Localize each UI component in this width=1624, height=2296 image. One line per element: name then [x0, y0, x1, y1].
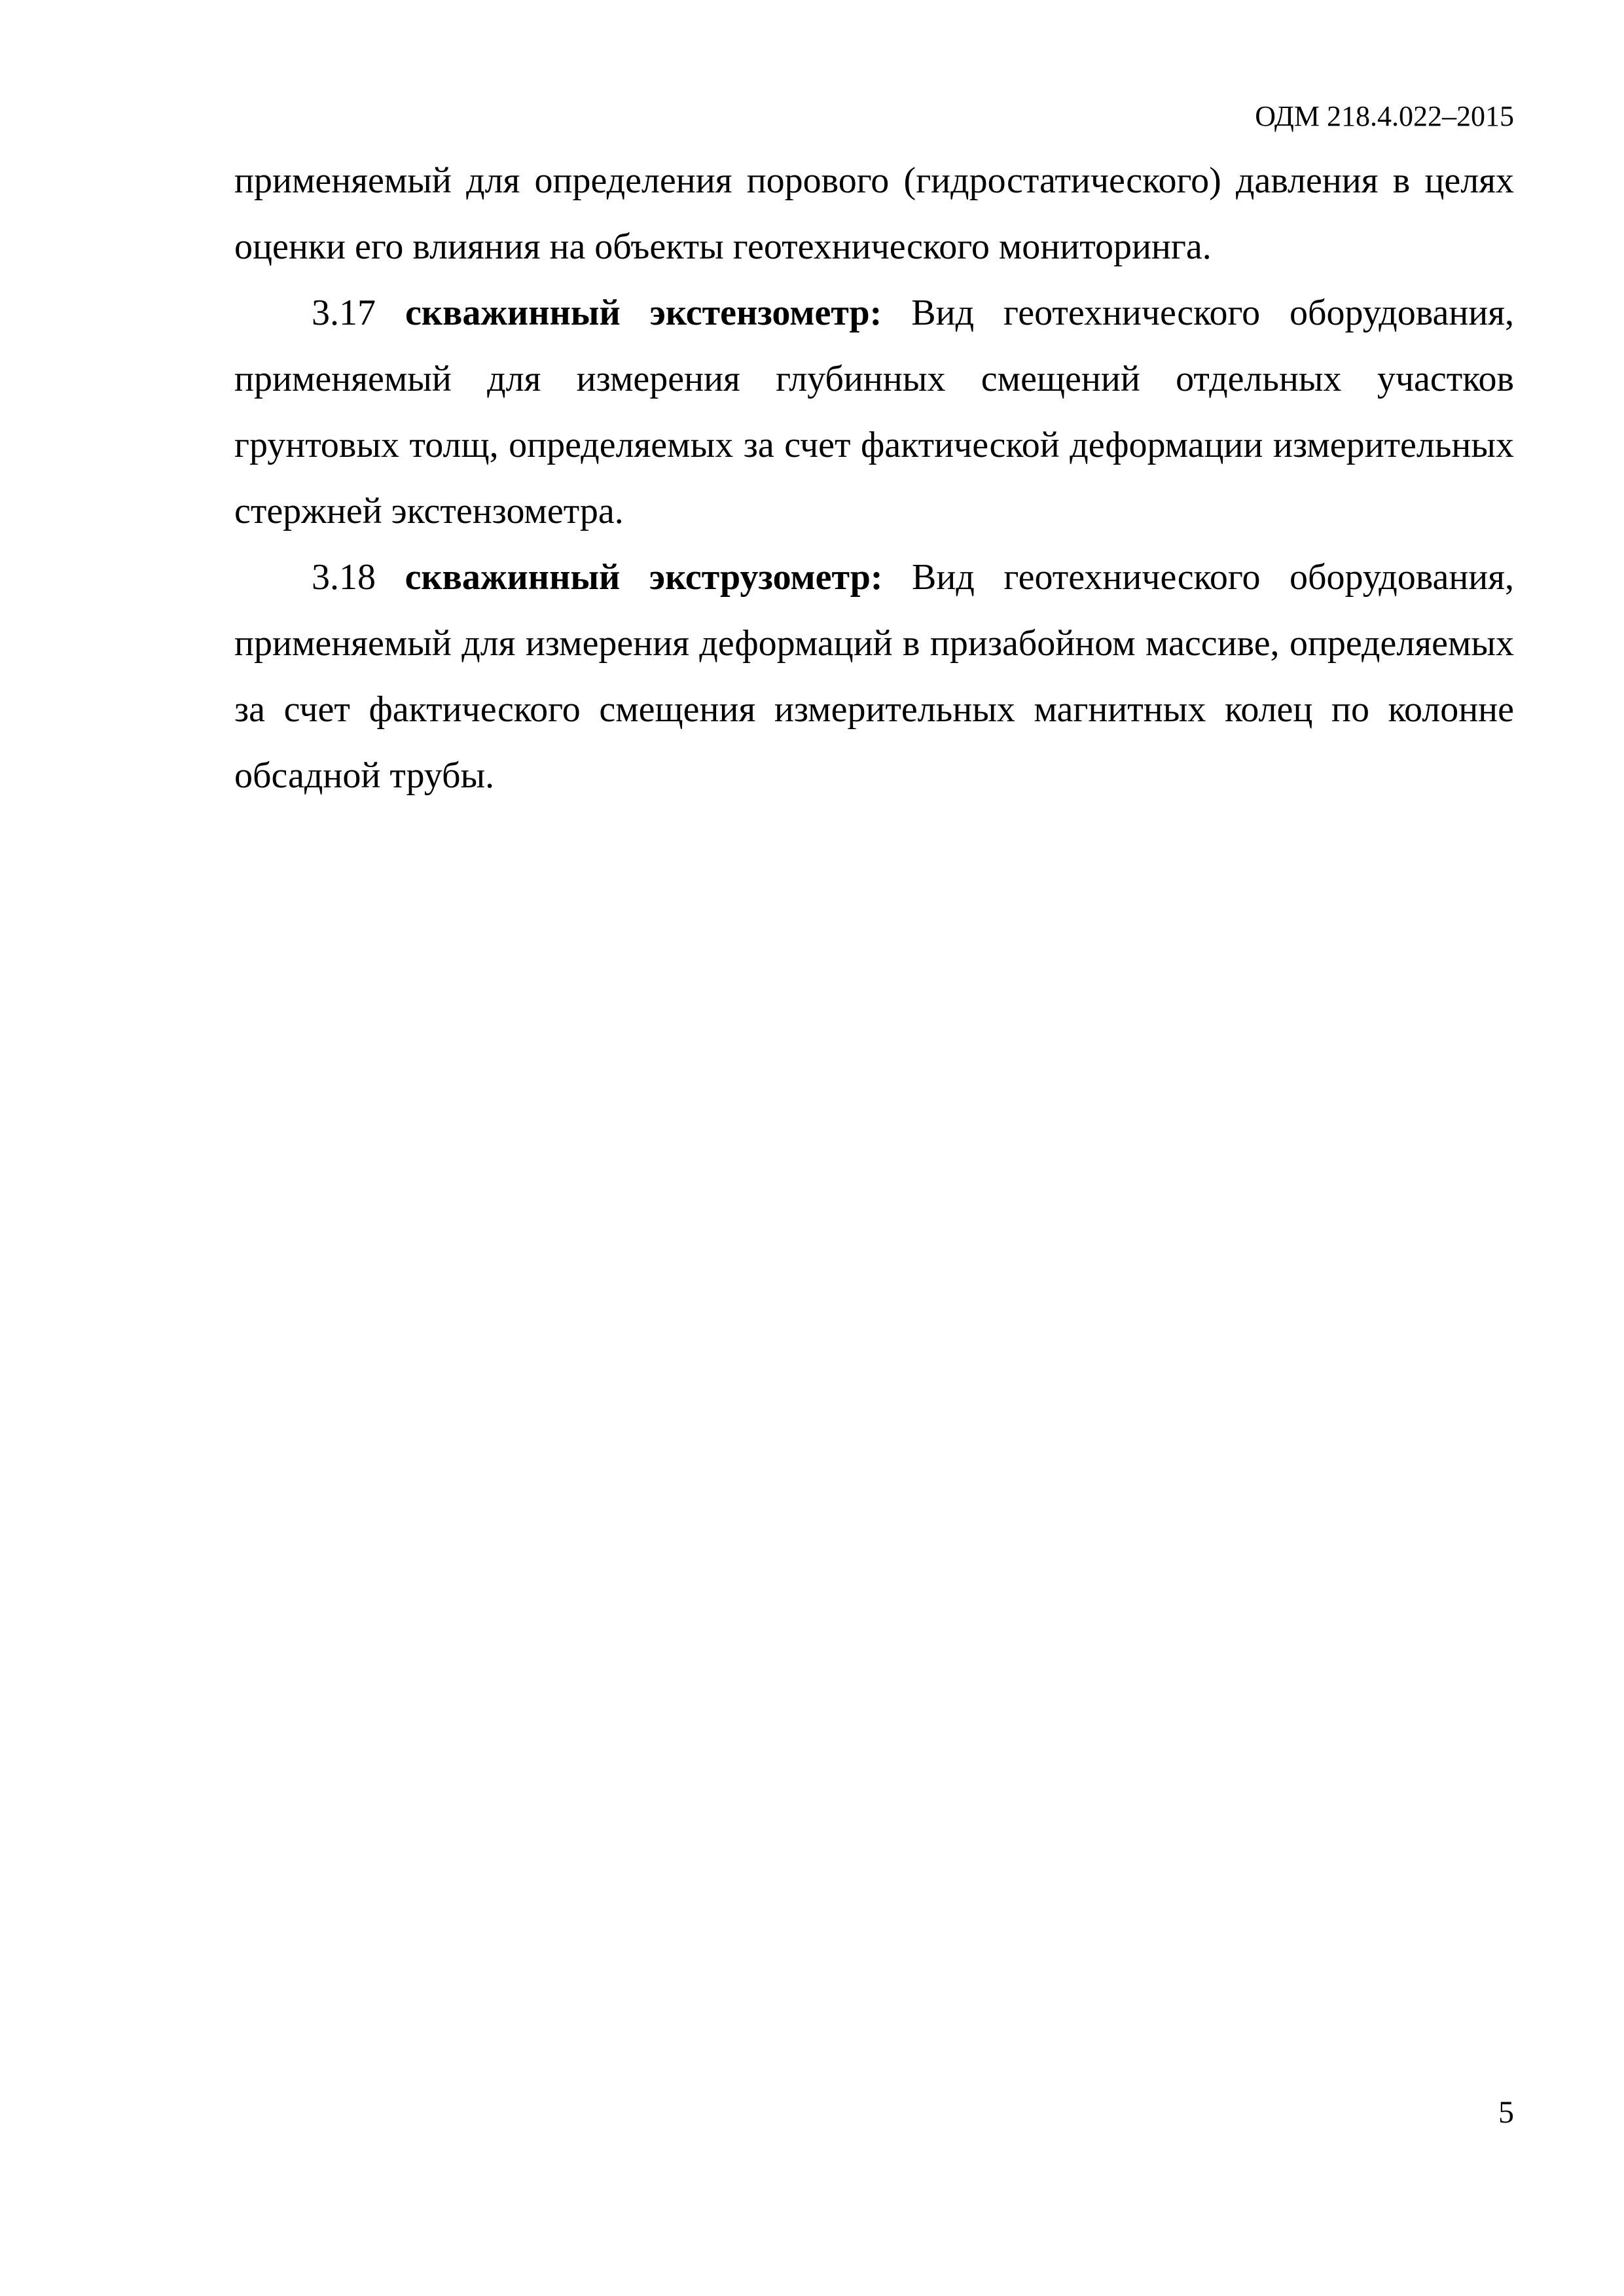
- definition-3-18: [234, 545, 1514, 809]
- paragraph-continuation: [234, 148, 1514, 280]
- definition-text: Вид геотехнического оборудования, применяемый для измерения глубинных смещений отдельных участков грунтовых толщ, определяемых за счет фактической деформации измерительных стержней экстензометра.: [234, 293, 1515, 531]
- clause-number: 3.18: [312, 557, 376, 598]
- term: скважинный экструзометр:: [405, 557, 883, 598]
- page-number: 5: [1498, 2095, 1514, 2130]
- term: скважинный экстензометр:: [405, 293, 882, 333]
- definition-text: Вид геотехнического оборудования, применяемый для измерения деформаций в призабойном массиве, определяемых за счет фактического смещения измерительных магнитных колец по колонне обсадной трубы.: [234, 557, 1515, 796]
- definition-3-17: [234, 280, 1514, 545]
- paragraph-text: применяемый для определения порового (гидростатического) давления в целях оценки его влияния на объекты геотехнического мониторинга.: [234, 160, 1514, 267]
- document-code: ОДМ 218.4.022–2015: [1255, 100, 1514, 132]
- document-body: [234, 148, 1514, 809]
- clause-number: 3.17: [312, 293, 376, 333]
